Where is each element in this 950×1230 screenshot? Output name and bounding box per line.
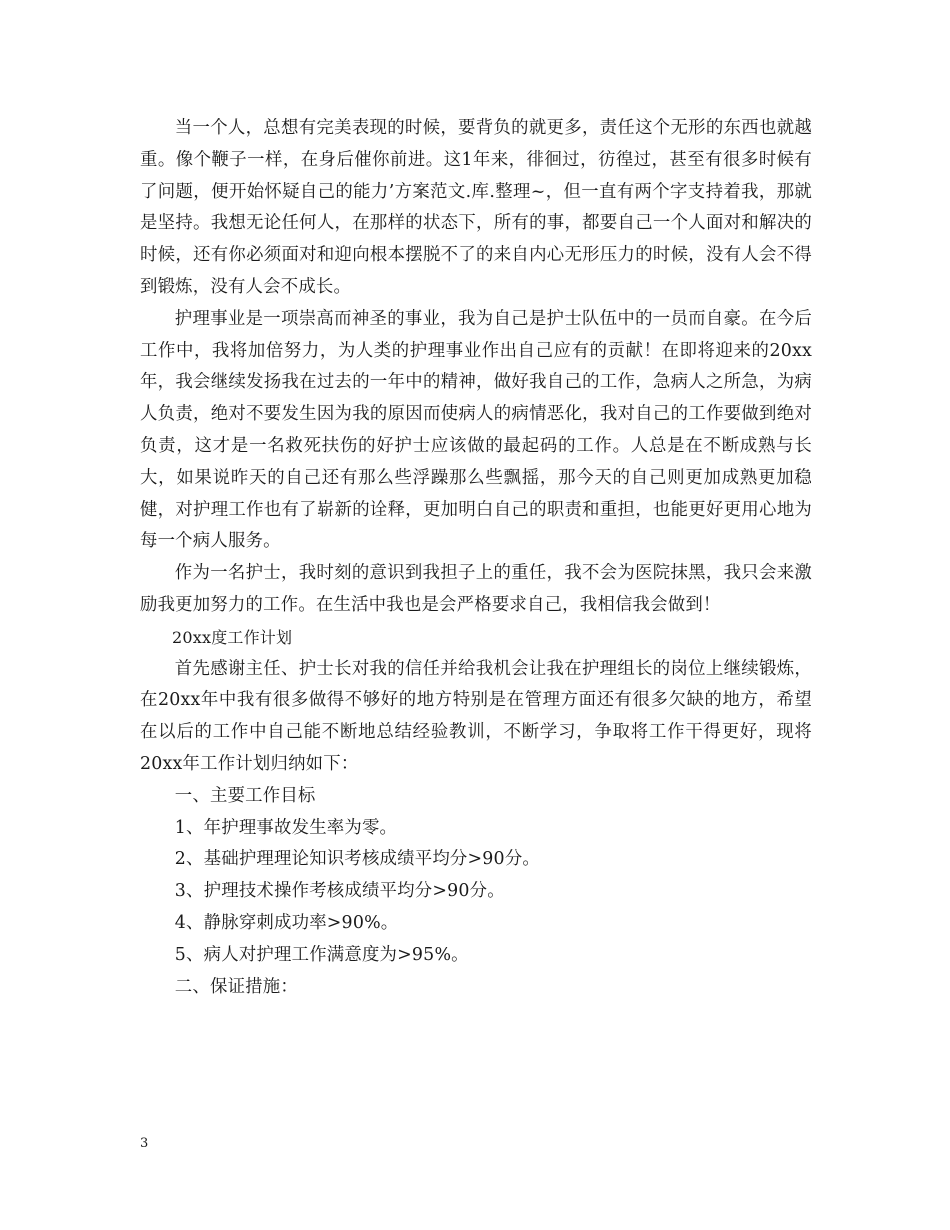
paragraph-responsibility: 当一个人，总想有完美表现的时候，要背负的就更多，责任这个无形的东西也就越重。像个鞭子一样，在身后催你前进。这1年来，徘徊过，彷徨过，甚至有很多时候有了问题，便开始怀疑自己的能力’方案范文.库.整理~，但一直有两个字支持着我，那就是坚持。我想无论任何人，在那样的状态下，所有的事，都要自己一个人面对和解决的时候，还有你必须面对和迎向根本摆脱不了的来自内心无形压力的时候，没有人会不得到锻炼，没有人会不成长。 [140,118,812,297]
heading-measures: 二、保证措施： [174,976,298,997]
heading-main-goals: 一、主要工作目标 [174,785,316,806]
section-title-work-plan: 20xx度工作计划 [172,627,293,647]
list-item-goal-4: 4、静脉穿刺成功率>90%。 [174,912,399,933]
list-item-goal-2: 2、基础护理理论知识考核成绩平均分>90分。 [174,849,540,870]
list-item-goal-1: 1、年护理事故发生率为零。 [174,817,398,838]
paragraph-duty: 作为一名护士，我时刻的意识到我担子上的重任，我不会为医院抹黑，我只会来激励我更加努力的工作。在生活中我也是会严格要求自己，我相信我会做到！ [140,563,812,615]
paragraph-introduction: 首先感谢主任、护士长对我的信任并给我机会让我在护理组长的岗位上继续锻炼，在20xx年中我有很多做得不够好的地方特别是在管理方面还有很多欠缺的地方，希望在以后的工作中自己能不断地总结经验教训，不断学习，争取将工作干得更好，现将20xx年工作计划归纳如下： [140,658,812,774]
page-number: 3 [140,1136,149,1151]
document-body [140,113,812,1003]
list-item-goal-5: 5、病人对护理工作满意度为>95%。 [174,944,469,965]
list-item-goal-3: 3、护理技术操作考核成绩平均分>90分。 [174,881,505,902]
paragraph-nursing-career: 护理事业是一项崇高而神圣的事业，我为自己是护士队伍中的一员而自豪。在今后工作中，我将加倍努力，为人类的护理事业作出自己应有的贡献！在即将迎来的20xx年，我会继续发扬我在过去的一年中的精神，做好我自己的工作，急病人之所急，为病人负责，绝对不要发生因为我的原因而使病人的病情恶化，我对自己的工作要做到绝对负责，这才是一名救死扶伤的好护士应该做的最起码的工作。人总是在不断成熟与长大，如果说昨天的自己还有那么些浮躁那么些飘摇，那今天的自己则更加成熟更加稳健，对护理工作也有了崭新的诠释，更加明白自己的职责和重担，也能更好更用心地为每一个病人服务。 [140,308,812,552]
